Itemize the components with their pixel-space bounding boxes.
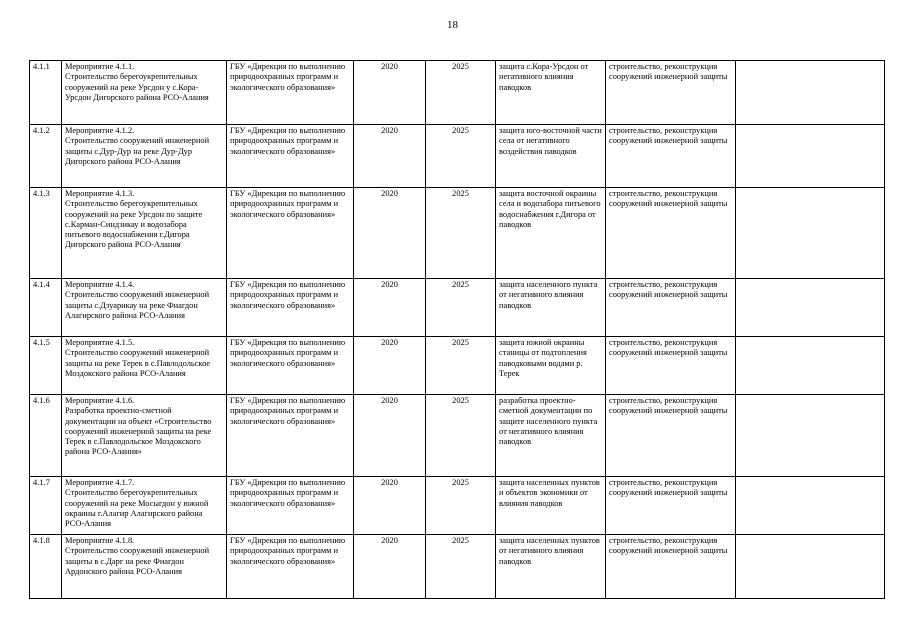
measure-title: Мероприятие 4.1.6. xyxy=(65,396,135,405)
measure-title: Мероприятие 4.1.4. xyxy=(65,280,135,289)
measure-description: Строительство сооружений инженерной защиты с.Дур-Дур на реке Дур-Дур Дигорского района РСО-Алания xyxy=(65,136,210,166)
table-row xyxy=(30,279,885,337)
expected-result-cell: защита юго-восточной части села от негативного воздействия паводков xyxy=(496,125,606,188)
table-row xyxy=(30,395,885,477)
executor-cell: ГБУ «Дирекция по выполнению природоохранных программ и экологического образования» xyxy=(227,477,354,535)
row-number-cell: 4.1.4 xyxy=(30,279,62,337)
expected-result-cell: защита населенных пунктов от негативного влияния паводков xyxy=(496,535,606,599)
end-year-cell: 2025 xyxy=(426,535,496,599)
direction-cell: строительство, реконструкция сооружений инженерной защиты xyxy=(606,279,736,337)
table-row xyxy=(30,337,885,395)
expected-result-cell: защита южной окраины станицы от подтопления паводковыми водами р. Терек xyxy=(496,337,606,395)
row-number-cell: 4.1.6 xyxy=(30,395,62,477)
measure-description: Строительство берегоукрепительных сооружений на реке Урсдон у с.Кора-Урсдон Дигорского района РСО-Алания xyxy=(65,72,209,102)
row-number-cell: 4.1.8 xyxy=(30,535,62,599)
end-year-cell: 2025 xyxy=(426,188,496,279)
table-row xyxy=(30,125,885,188)
start-year-cell: 2020 xyxy=(354,395,426,477)
start-year-cell: 2020 xyxy=(354,477,426,535)
direction-cell: строительство, реконструкция сооружений инженерной защиты xyxy=(606,125,736,188)
expected-result-cell: защита с.Кора-Урсдон от негативного влияния паводков xyxy=(496,61,606,125)
end-year-cell: 2025 xyxy=(426,125,496,188)
measure-description: Строительство берегоукрепительных сооружений на реке Мосыгдон у южной окраины г.Алагир Алагирского района РСО-Алания xyxy=(65,488,209,529)
expected-result-cell: защита населенных пунктов и объектов экономики от влияния паводков xyxy=(496,477,606,535)
executor-cell: ГБУ «Дирекция по выполнению природоохранных программ и экологического образования» xyxy=(227,535,354,599)
direction-cell: строительство, реконструкция сооружений инженерной защиты xyxy=(606,395,736,477)
extra-cell xyxy=(736,535,885,599)
measure-description: Строительство берегоукрепительных сооружений на реке Урсдон по защите с.Карман-Синдзикау и водозабора питьевого водоснабжения г.Дигора Дигорского района РСО-Алания xyxy=(65,199,203,250)
measure-description: Строительство сооружений инженерной защиты на реке Терек в с.Павлодольское Моздокского района РСО-Алания xyxy=(65,348,211,378)
measure-title: Мероприятие 4.1.7. xyxy=(65,478,135,487)
measure-cell xyxy=(62,395,227,477)
row-number-cell: 4.1.3 xyxy=(30,188,62,279)
executor-cell: ГБУ «Дирекция по выполнению природоохранных программ и экологического образования» xyxy=(227,395,354,477)
measure-title: Мероприятие 4.1.1. xyxy=(65,62,135,71)
measure-title: Мероприятие 4.1.5. xyxy=(65,338,135,347)
end-year-cell: 2025 xyxy=(426,337,496,395)
executor-cell: ГБУ «Дирекция по выполнению природоохранных программ и экологического образования» xyxy=(227,337,354,395)
executor-cell: ГБУ «Дирекция по выполнению природоохранных программ и экологического образования» xyxy=(227,188,354,279)
table-row xyxy=(30,535,885,599)
extra-cell xyxy=(736,61,885,125)
end-year-cell: 2025 xyxy=(426,395,496,477)
start-year-cell: 2020 xyxy=(354,337,426,395)
measure-cell xyxy=(62,279,227,337)
measure-description: Строительство сооружений инженерной защиты с.Дзуарикау на реке Фиагдон Алагирского района РСО-Алания xyxy=(65,290,210,320)
measure-title: Мероприятие 4.1.3. xyxy=(65,189,135,198)
extra-cell xyxy=(736,395,885,477)
extra-cell xyxy=(736,125,885,188)
end-year-cell: 2025 xyxy=(426,477,496,535)
start-year-cell: 2020 xyxy=(354,61,426,125)
row-number-cell: 4.1.5 xyxy=(30,337,62,395)
page-number: 18 xyxy=(447,19,458,31)
measure-description: Строительство сооружений инженерной защиты в с.Дарг на реке Фиагдон Ардонского района РСО-Алания xyxy=(65,546,210,576)
executor-cell: ГБУ «Дирекция по выполнению природоохранных программ и экологического образования» xyxy=(227,61,354,125)
extra-cell xyxy=(736,477,885,535)
direction-cell: строительство, реконструкция сооружений инженерной защиты xyxy=(606,535,736,599)
measure-description: Разработка проектно-сметной документации на объект «Строительство сооружений инженерной защиты на реке Терек в с.Павлодольское Моздокского района РСО-Алания» xyxy=(65,406,212,457)
start-year-cell: 2020 xyxy=(354,279,426,337)
direction-cell: строительство, реконструкция сооружений инженерной защиты xyxy=(606,337,736,395)
expected-result-cell: защита восточной окраины села и водозабора питьевого водоснабжения г.Дигора от паводков xyxy=(496,188,606,279)
expected-result-cell: защита населенного пункта от негативного влияния паводков xyxy=(496,279,606,337)
measures-table xyxy=(29,60,885,599)
direction-cell: строительство, реконструкция сооружений инженерной защиты xyxy=(606,61,736,125)
start-year-cell: 2020 xyxy=(354,125,426,188)
table-row xyxy=(30,61,885,125)
measure-cell xyxy=(62,337,227,395)
direction-cell: строительство, реконструкция сооружений инженерной защиты xyxy=(606,188,736,279)
row-number-cell: 4.1.1 xyxy=(30,61,62,125)
measure-cell xyxy=(62,125,227,188)
table-body xyxy=(30,61,885,599)
measure-title: Мероприятие 4.1.8. xyxy=(65,536,135,545)
measure-cell xyxy=(62,535,227,599)
measure-title: Мероприятие 4.1.2. xyxy=(65,126,135,135)
row-number-cell: 4.1.2 xyxy=(30,125,62,188)
row-number-cell: 4.1.7 xyxy=(30,477,62,535)
start-year-cell: 2020 xyxy=(354,535,426,599)
extra-cell xyxy=(736,188,885,279)
executor-cell: ГБУ «Дирекция по выполнению природоохранных программ и экологического образования» xyxy=(227,125,354,188)
end-year-cell: 2025 xyxy=(426,279,496,337)
start-year-cell: 2020 xyxy=(354,188,426,279)
expected-result-cell: разработка проектно-сметной документации по защите населенного пункта от негативного влияния паводков xyxy=(496,395,606,477)
end-year-cell: 2025 xyxy=(426,61,496,125)
measure-cell xyxy=(62,61,227,125)
executor-cell: ГБУ «Дирекция по выполнению природоохранных программ и экологического образования» xyxy=(227,279,354,337)
measure-cell xyxy=(62,477,227,535)
table-row xyxy=(30,477,885,535)
extra-cell xyxy=(736,279,885,337)
direction-cell: строительство, реконструкция сооружений инженерной защиты xyxy=(606,477,736,535)
extra-cell xyxy=(736,337,885,395)
table-row xyxy=(30,188,885,279)
measure-cell xyxy=(62,188,227,279)
